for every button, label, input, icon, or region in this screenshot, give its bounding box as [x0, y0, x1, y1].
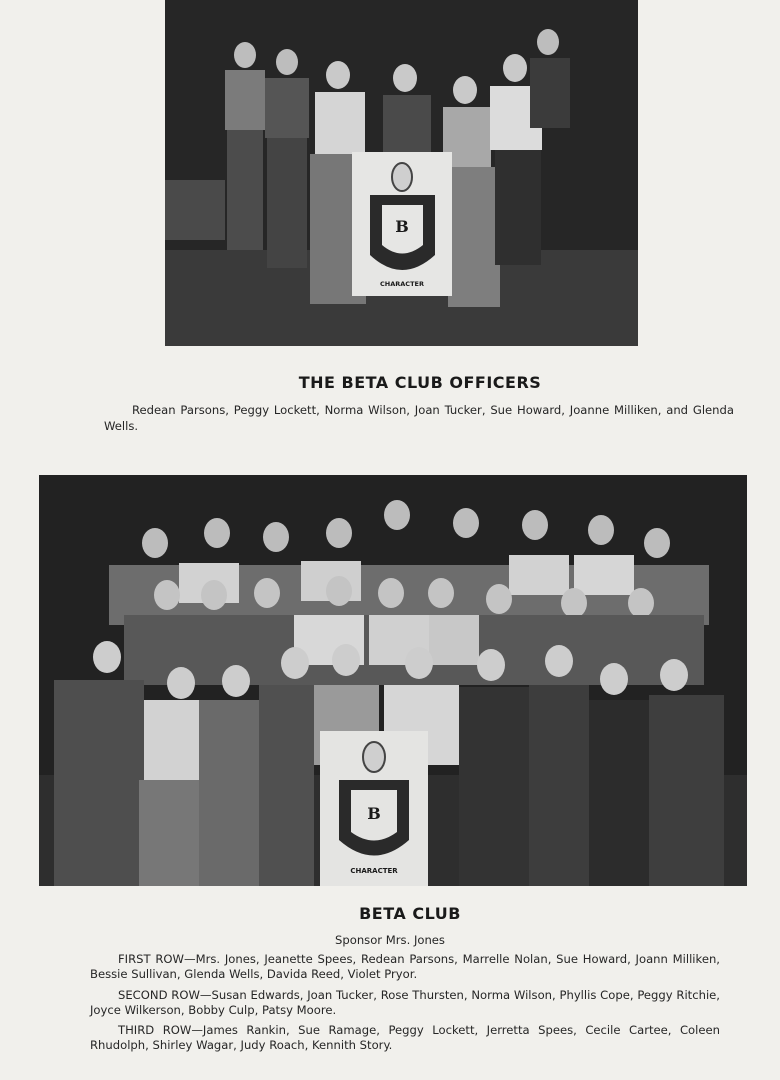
officers-banner-character: CHARACTER [380, 280, 424, 288]
club-banner-letter: B [367, 804, 381, 823]
officers-photo [165, 0, 638, 346]
officers-caption: Redean Parsons, Peggy Lockett, Norma Wilson, Joan Tucker, Sue Howard, Joanne Milliken, and Glenda Wells. [104, 403, 734, 433]
officers-photo-graphic [165, 0, 638, 346]
club-title: BETA CLUB [359, 904, 461, 923]
club-photo-graphic [39, 475, 747, 886]
officers-title: THE BETA CLUB OFFICERS [298, 373, 542, 392]
officers-banner-letter: B [395, 217, 409, 236]
club-banner-character: CHARACTER [350, 867, 398, 875]
club-photo [39, 475, 747, 886]
sponsor-line: Sponsor Mrs. Jones [335, 933, 445, 947]
first-row-caption: FIRST ROW—Mrs. Jones, Jeanette Spees, Redean Parsons, Marrelle Nolan, Sue Howard, Joann Milliken, Bessie Sullivan, Glenda Wells, Davida Reed, Violet Pryor. [90, 952, 720, 981]
third-row-caption: THIRD ROW—James Rankin, Sue Ramage, Peggy Lockett, Jerretta Spees, Cecile Cartee, Coleen Rhudolph, Shirley Wagar, Judy Roach, Kennith Story. [90, 1023, 720, 1052]
second-row-caption: SECOND ROW—Susan Edwards, Joan Tucker, Rose Thursten, Norma Wilson, Phyllis Cope, Peggy Ritchie, Joyce Wilkerson, Bobby Culp, Patsy Moore. [90, 988, 720, 1017]
